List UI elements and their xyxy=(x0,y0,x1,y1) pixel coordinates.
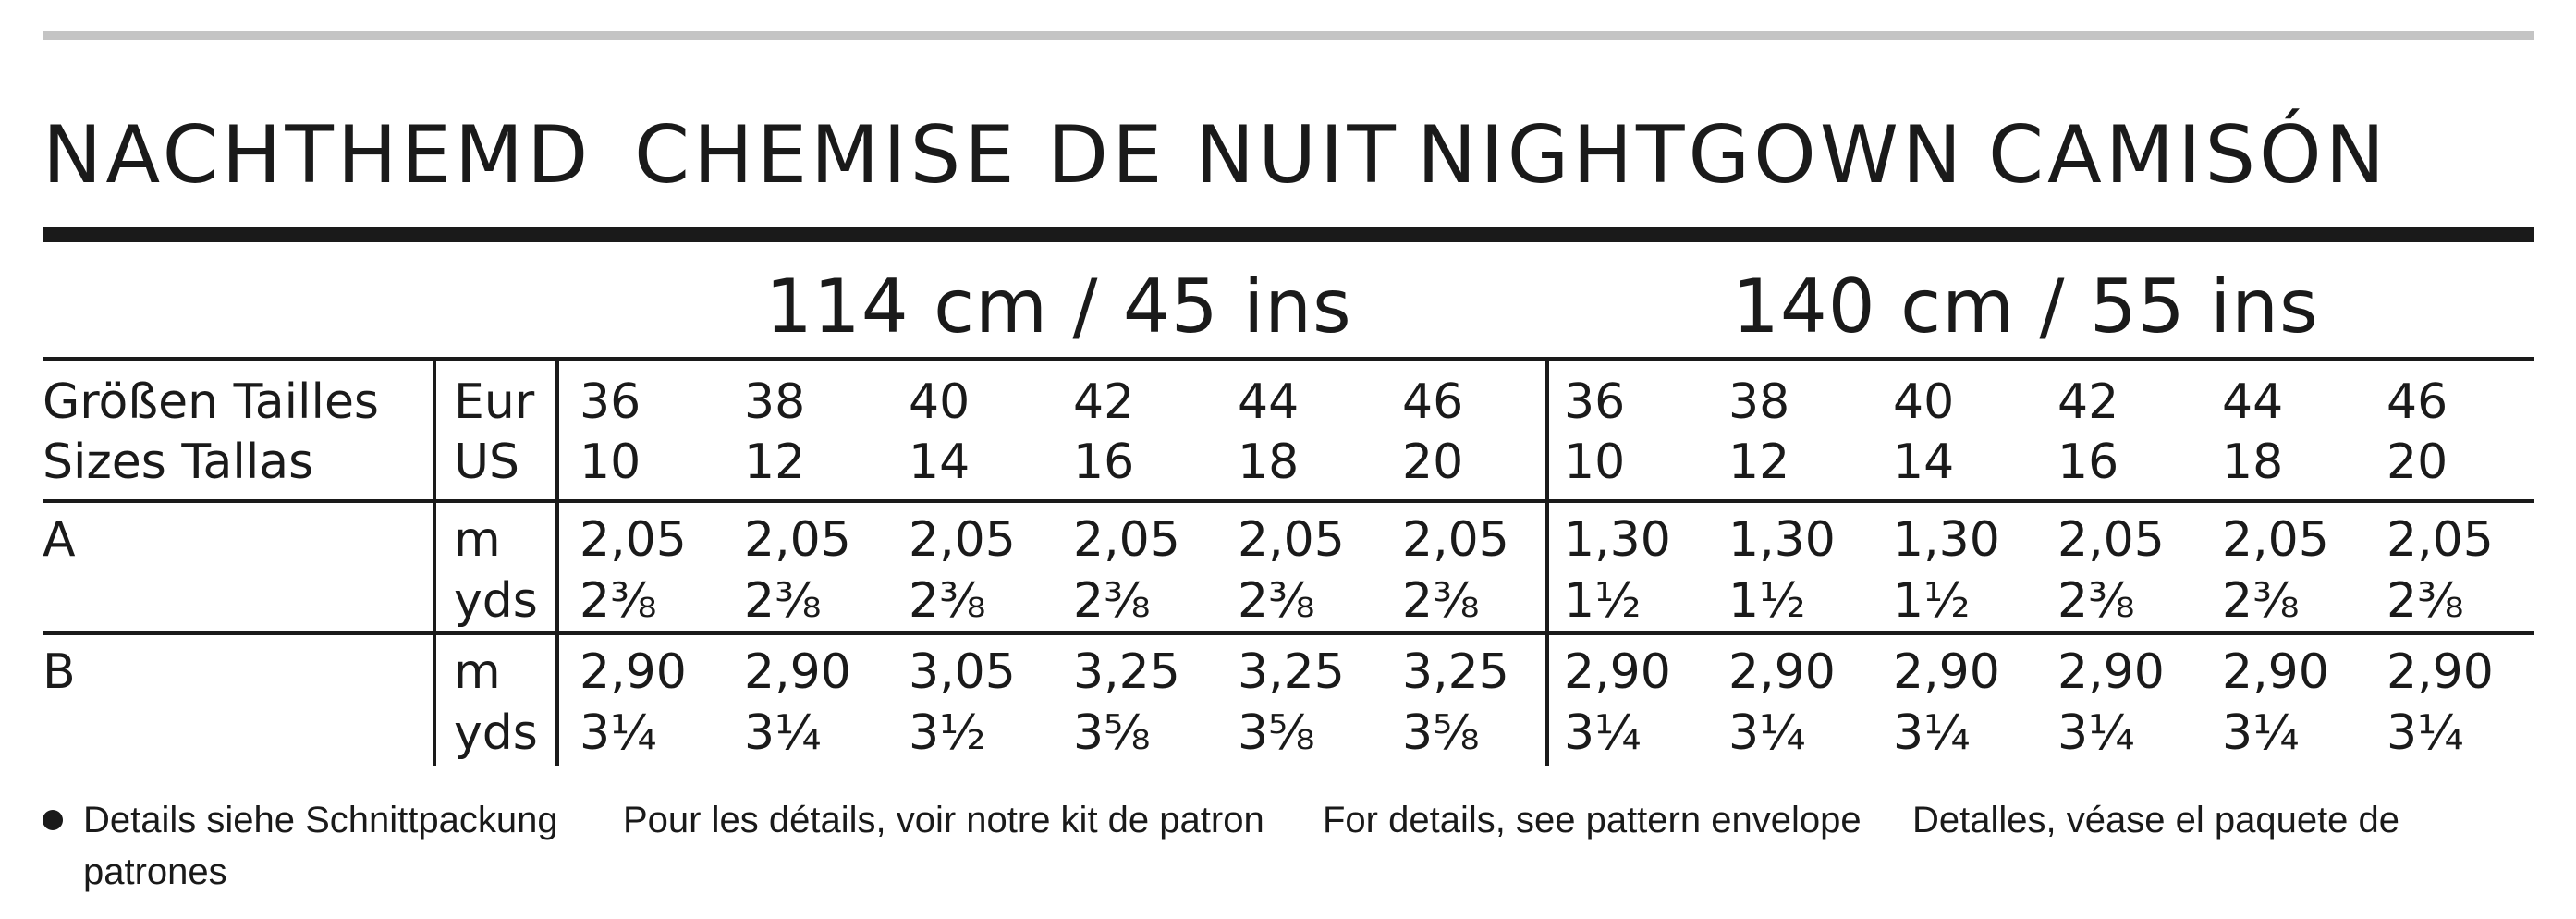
yardage-a-m-cell: 2,05 xyxy=(580,512,687,568)
note-english: For details, see pattern envelope xyxy=(1323,800,1862,840)
size-us-cell: 18 xyxy=(1238,435,1300,490)
yardage-a-yds-cell: 2⅜ xyxy=(2057,573,2135,629)
size-us-cell: 16 xyxy=(1073,435,1135,490)
yardage-b-yds-cell: 3½ xyxy=(909,705,986,761)
size-label-line1: Größen Tailles xyxy=(43,374,380,430)
yardage-a-yds-cell: 1½ xyxy=(1728,573,1806,629)
column-divider-label xyxy=(433,361,436,766)
yardage-b-m-cell: 2,90 xyxy=(2387,644,2494,700)
yardage-b-yds-cell: 3¼ xyxy=(580,705,657,761)
yardage-a-m-cell: 2,05 xyxy=(1073,512,1180,568)
width-140-header: 140 cm / 55 ins xyxy=(1732,263,2319,349)
yardage-b-yds-cell: 3¼ xyxy=(1893,705,1971,761)
row-divider-a xyxy=(43,499,2534,503)
yardage-a-m-cell: 1,30 xyxy=(1728,512,1836,568)
row-label-b: B xyxy=(43,644,76,700)
note-german: Details siehe Schnittpackung xyxy=(83,800,558,840)
title-german: NACHTHEMD xyxy=(43,109,592,202)
size-eur-cell: 38 xyxy=(744,374,806,430)
title-english: NIGHTGOWN xyxy=(1417,109,1966,202)
unit-m-b: m xyxy=(454,644,501,700)
size-us-cell: 10 xyxy=(580,435,641,490)
unit-us: US xyxy=(454,435,520,490)
size-us-cell: 20 xyxy=(2387,435,2448,490)
size-eur-cell: 44 xyxy=(2222,374,2284,430)
yardage-b-m-cell: 2,90 xyxy=(2057,644,2165,700)
width-114-header: 114 cm / 45 ins xyxy=(765,263,1352,349)
size-eur-cell: 44 xyxy=(1238,374,1300,430)
yardage-a-yds-cell: 2⅜ xyxy=(909,573,986,629)
yardage-b-m-cell: 2,90 xyxy=(1564,644,1671,700)
size-us-cell: 20 xyxy=(1402,435,1464,490)
size-eur-cell: 42 xyxy=(1073,374,1135,430)
yardage-b-m-cell: 2,90 xyxy=(580,644,687,700)
size-label-line2: Sizes Tallas xyxy=(43,435,314,490)
yardage-b-m-cell: 2,90 xyxy=(1893,644,2000,700)
size-eur-cell: 40 xyxy=(909,374,971,430)
size-us-cell: 14 xyxy=(909,435,971,490)
title-french: CHEMISE DE NUIT xyxy=(634,109,1399,202)
column-divider-unit xyxy=(555,361,559,766)
yardage-a-m-cell: 1,30 xyxy=(1893,512,2000,568)
yardage-a-yds-cell: 2⅜ xyxy=(580,573,657,629)
size-eur-cell: 40 xyxy=(1893,374,1955,430)
size-eur-cell: 36 xyxy=(1564,374,1626,430)
size-us-cell: 18 xyxy=(2222,435,2284,490)
unit-m-a: m xyxy=(454,512,501,568)
yardage-b-yds-cell: 3⅝ xyxy=(1238,705,1315,761)
size-eur-cell: 46 xyxy=(1402,374,1464,430)
yardage-b-m-cell: 2,90 xyxy=(2222,644,2329,700)
yardage-a-yds-cell: 1½ xyxy=(1893,573,1971,629)
size-us-cell: 10 xyxy=(1564,435,1626,490)
size-us-cell: 12 xyxy=(1728,435,1790,490)
yardage-b-yds-cell: 3¼ xyxy=(2387,705,2464,761)
top-divider xyxy=(43,31,2534,40)
yardage-a-yds-cell: 2⅜ xyxy=(1238,573,1315,629)
yardage-b-yds-cell: 3⅝ xyxy=(1402,705,1480,761)
row-divider-b xyxy=(43,631,2534,635)
note-spanish: Detalles, véase el paquete de xyxy=(1912,800,2400,840)
yardage-a-m-cell: 2,05 xyxy=(744,512,851,568)
unit-yds-a: yds xyxy=(454,573,538,629)
yardage-b-yds-cell: 3¼ xyxy=(1564,705,1642,761)
size-us-cell: 14 xyxy=(1893,435,1955,490)
yardage-b-m-cell: 3,25 xyxy=(1402,644,1509,700)
yardage-a-m-cell: 2,05 xyxy=(2387,512,2494,568)
yardage-a-m-cell: 1,30 xyxy=(1564,512,1671,568)
yardage-a-yds-cell: 1½ xyxy=(1564,573,1642,629)
unit-eur: Eur xyxy=(454,374,535,430)
yardage-b-yds-cell: 3¼ xyxy=(2057,705,2135,761)
size-us-cell: 12 xyxy=(744,435,806,490)
bullet-icon xyxy=(43,810,63,830)
yardage-b-m-cell: 2,90 xyxy=(744,644,851,700)
yardage-a-m-cell: 2,05 xyxy=(1402,512,1509,568)
yardage-a-m-cell: 2,05 xyxy=(909,512,1016,568)
table-top-line xyxy=(43,357,2534,361)
size-us-cell: 16 xyxy=(2057,435,2119,490)
row-label-a: A xyxy=(43,512,76,568)
yardage-b-m-cell: 3,05 xyxy=(909,644,1016,700)
note-spanish-continued: patrones xyxy=(83,852,227,892)
yardage-a-yds-cell: 2⅜ xyxy=(1402,573,1480,629)
size-eur-cell: 36 xyxy=(580,374,641,430)
column-divider-width xyxy=(1545,361,1549,766)
size-eur-cell: 46 xyxy=(2387,374,2448,430)
yardage-b-m-cell: 3,25 xyxy=(1073,644,1180,700)
size-eur-cell: 42 xyxy=(2057,374,2119,430)
yardage-b-yds-cell: 3¼ xyxy=(2222,705,2300,761)
size-eur-cell: 38 xyxy=(1728,374,1790,430)
title-spanish: CAMISÓN xyxy=(1988,109,2389,202)
note-french: Pour les détails, voir notre kit de patron xyxy=(623,800,1264,840)
yardage-b-m-cell: 2,90 xyxy=(1728,644,1836,700)
yardage-a-m-cell: 2,05 xyxy=(2222,512,2329,568)
yardage-a-yds-cell: 2⅜ xyxy=(1073,573,1151,629)
yardage-b-m-cell: 3,25 xyxy=(1238,644,1345,700)
yardage-b-yds-cell: 3¼ xyxy=(744,705,822,761)
yardage-a-yds-cell: 2⅜ xyxy=(744,573,822,629)
yardage-a-yds-cell: 2⅜ xyxy=(2387,573,2464,629)
yardage-b-yds-cell: 3¼ xyxy=(1728,705,1806,761)
yardage-a-m-cell: 2,05 xyxy=(1238,512,1345,568)
unit-yds-b: yds xyxy=(454,705,538,761)
yardage-a-m-cell: 2,05 xyxy=(2057,512,2165,568)
yardage-a-yds-cell: 2⅜ xyxy=(2222,573,2300,629)
title-underline xyxy=(43,227,2534,242)
yardage-b-yds-cell: 3⅝ xyxy=(1073,705,1151,761)
